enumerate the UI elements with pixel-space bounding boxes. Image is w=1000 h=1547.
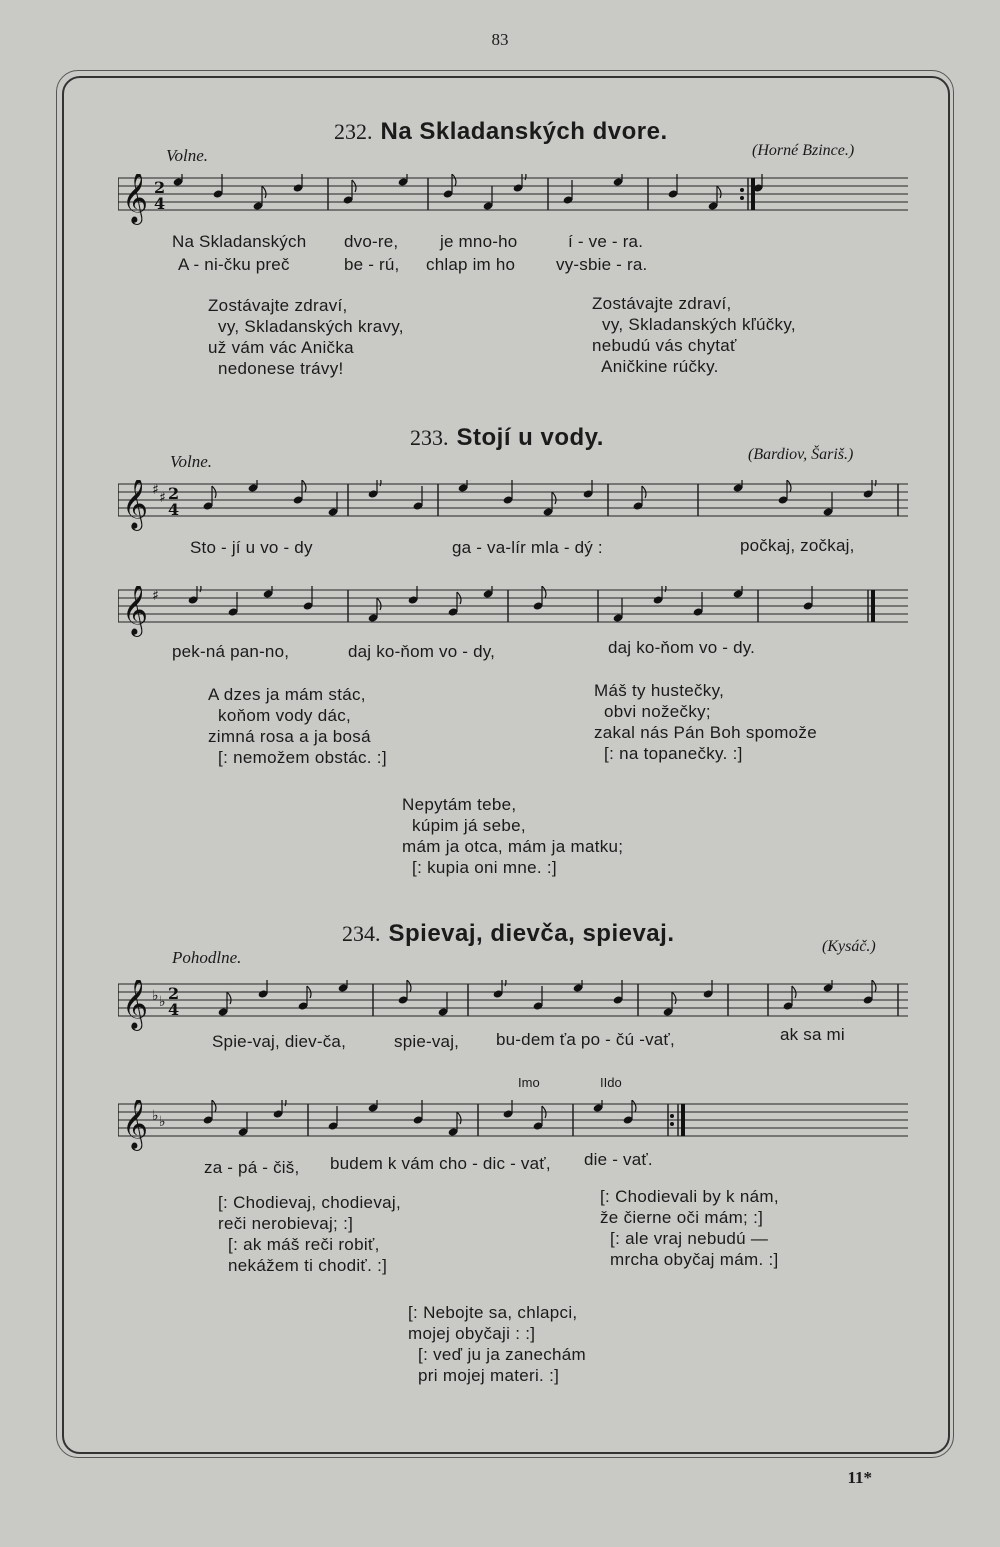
- note-flag: [302, 480, 306, 492]
- song-233-verse-1: A dzes ja mám stác, koňom vody dác, zimná rosa a ja bosá [: nemožem obstác. :]: [208, 685, 387, 767]
- flat-icon: ♭: [152, 1108, 159, 1124]
- song-234-tempo: Pohodlne.: [172, 948, 242, 967]
- music-staff-drawing: [118, 586, 908, 646]
- sharp-icon: ♯: [159, 490, 166, 506]
- song-233-lyric-2a: pek-ná pan-no,: [172, 642, 290, 661]
- song-232-name: Na Skladanských dvore.: [380, 118, 668, 145]
- song-232-verse-1: Zostávajte zdraví, vy, Skladanských kravy, už vám vác Anička nedonese trávy!: [208, 296, 404, 378]
- song-232-lyric-1a: Na Skladanských: [172, 232, 307, 251]
- music-staff-drawing: [118, 174, 908, 234]
- song-233-staff-2: [118, 586, 908, 635]
- song-234-staff-1: [118, 980, 908, 1029]
- treble-clef-icon: 𝄞: [122, 980, 149, 1029]
- song-233-number: 233.: [410, 425, 449, 450]
- song-232-lyric-2d: vy-sbie - ra.: [556, 255, 648, 274]
- song-233-origin: (Bardiov, Šariš.): [748, 446, 854, 463]
- song-234-lyric-1d: ak sa mi: [780, 1025, 845, 1044]
- time-signature-top: 2: [168, 984, 180, 1003]
- song-232-tempo: Volne.: [166, 146, 209, 165]
- repeat-dot: [670, 1122, 674, 1126]
- repeat-dot: [670, 1114, 674, 1118]
- song-233-tempo: Volne.: [170, 452, 213, 471]
- song-233-lyric-1a: Sto - jí u vo - dy: [190, 538, 313, 557]
- song-233-name: Stojí u vody.: [456, 424, 604, 451]
- treble-clef-icon: 𝄞: [122, 480, 149, 529]
- song-233-lyric-2b: daj ko-ňom vo - dy,: [348, 642, 496, 661]
- flat-icon: ♭: [159, 994, 166, 1010]
- song-233-lyric-1b: ga - va-lír mla - dý :: [452, 538, 603, 557]
- treble-clef-icon: 𝄞: [122, 1100, 149, 1149]
- note-flag: [197, 586, 201, 592]
- music-staff-drawing: [118, 480, 908, 540]
- time-signature-bottom: 4: [168, 1000, 180, 1019]
- song-233-lyric-2c: daj ko-ňom vo - dy.: [608, 638, 756, 657]
- flat-icon: ♭: [159, 1114, 166, 1130]
- song-232-verse-2: Zostávajte zdraví, vy, Skladanských kľúčky, nebudú vás chytať Aničkine rúčky.: [592, 294, 796, 376]
- song-232-title: [334, 118, 668, 146]
- page-footer-signature: 11*: [847, 1468, 872, 1487]
- song-232-lyric-2b: be - rú,: [344, 255, 400, 274]
- music-staff-drawing: [118, 1100, 908, 1160]
- song-233-staff-1: [118, 480, 908, 529]
- song-234-verse-2: [: Chodievali by k nám, že čierne oči mám; :] [: ale vraj nebudú — mrcha obyčaj mám. :]: [600, 1187, 779, 1269]
- song-234-title: [342, 920, 675, 948]
- song-234-name: Spievaj, dievča, spievaj.: [388, 920, 675, 947]
- song-234-verse-3: [: Nebojte sa, chlapci, mojej obyčaji : :] [: veď ju ja zanechám pri mojej materi. :]: [408, 1303, 586, 1385]
- song-232-staff: [118, 174, 908, 223]
- song-234-lyric-2c: die - vať.: [584, 1150, 653, 1169]
- song-234-lyric-2a: za - pá - čiš,: [204, 1158, 300, 1177]
- song-232-lyric-2c: chlap im ho: [426, 255, 516, 274]
- time-signature-top: 2: [168, 484, 180, 503]
- song-232-lyric-2a: A - ni-čku preč: [178, 255, 290, 274]
- song-234-lyric-1a: Spie-vaj, diev-ča,: [212, 1032, 346, 1051]
- time-signature-top: 2: [154, 178, 166, 197]
- song-234-lyric-2b: budem k vám cho - dic - vať,: [330, 1154, 551, 1173]
- song-234-verse-1: [: Chodievaj, chodievaj, reči nerobievaj; :] [: ak máš reči robiť, nekážem ti chodiť. :]: [218, 1193, 401, 1275]
- note-flag: [212, 1100, 216, 1112]
- sharp-icon: ♯: [152, 588, 159, 604]
- song-234-number: 234.: [342, 921, 381, 946]
- page-number: 83: [491, 30, 509, 49]
- song-233-verse-2: Máš ty hustečky, obvi nožečky; zakal nás Pán Boh spomože [: na topanečky. :]: [594, 681, 817, 763]
- song-233-verse-3: Nepytám tebe, kúpim já sebe, mám ja otca, mám ja matku; [: kupia oni mne. :]: [402, 795, 624, 877]
- note-flag: [282, 1100, 286, 1106]
- repeat-dot: [740, 188, 744, 192]
- song-232-lyric-1c: je mno-ho: [440, 232, 518, 251]
- song-232-lyric-1d: í - ve - ra.: [568, 232, 644, 251]
- song-234-ending-1: Imo: [518, 1075, 540, 1090]
- song-234-lyric-1b: spie-vaj,: [394, 1032, 460, 1051]
- time-signature-bottom: 4: [168, 500, 180, 519]
- page-frame: [62, 76, 950, 1454]
- song-234-origin: (Kysáč.): [822, 938, 876, 955]
- treble-clef-icon: 𝄞: [122, 174, 149, 223]
- song-233-lyric-1c: počkaj, zočkaj,: [740, 536, 855, 555]
- song-234-staff-2: [118, 1100, 908, 1149]
- flat-icon: ♭: [152, 988, 159, 1004]
- song-232-lyric-1b: dvo-re,: [344, 232, 399, 251]
- repeat-dot: [740, 196, 744, 200]
- song-234-lyric-1c: bu-dem ťa po - čú -vať,: [496, 1030, 675, 1049]
- song-232-number: 232.: [334, 119, 373, 144]
- sharp-icon: ♯: [152, 482, 159, 498]
- song-232-origin: (Horné Bzince.): [752, 142, 855, 159]
- note-flag: [227, 992, 231, 1004]
- note-flag: [262, 186, 266, 198]
- time-signature-bottom: 4: [154, 194, 166, 213]
- song-233-title: [410, 424, 604, 452]
- song-234-ending-2: IIdo: [600, 1075, 622, 1090]
- treble-clef-icon: 𝄞: [122, 586, 149, 635]
